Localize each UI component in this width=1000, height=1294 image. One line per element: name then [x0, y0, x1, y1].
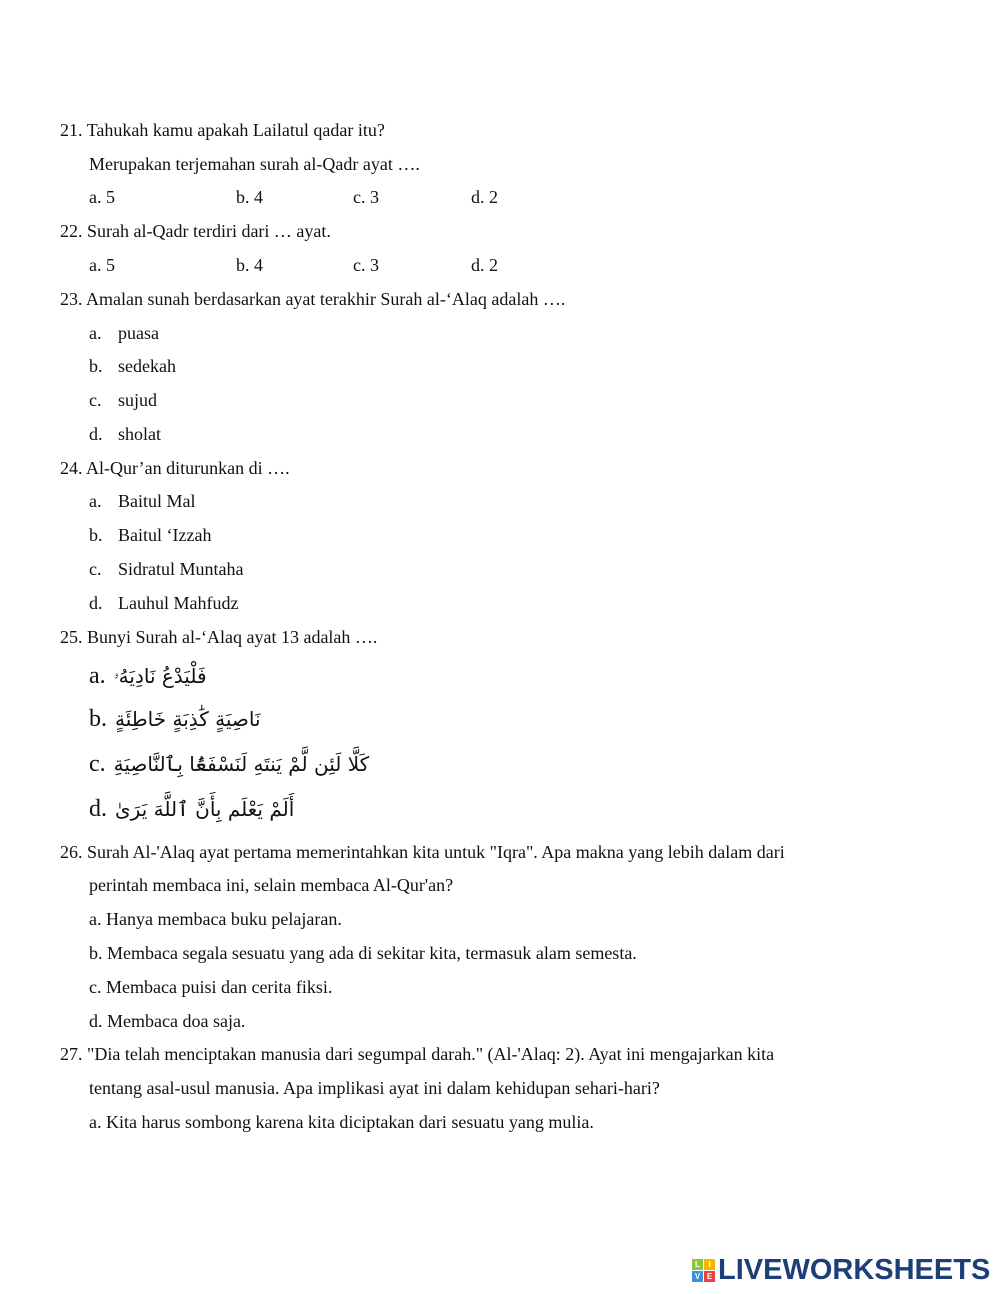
option-d[interactable]	[89, 794, 294, 825]
option-letter: a.	[89, 663, 106, 689]
logo-tile: V	[692, 1271, 703, 1282]
option-letter: c.	[89, 390, 102, 410]
option-c[interactable]: c. 3	[353, 255, 379, 275]
option-b[interactable]	[89, 525, 212, 545]
option-a[interactable]: a. 5	[89, 255, 115, 275]
question-26	[60, 842, 785, 862]
option-a[interactable]: a. Kita harus sombong karena kita diciptakan dari sesuatu yang mulia.	[89, 1112, 594, 1132]
arabic-option-text: أَلَمْ يَعْلَم بِأَنَّ ٱللَّهَ يَرَىٰ	[115, 797, 295, 821]
question-text: Amalan sunah berdasarkan ayat terakhir Surah al-‘Alaq adalah ….	[86, 289, 566, 309]
option-b[interactable]: b. 4	[236, 255, 263, 275]
option-text: Baitul ‘Izzah	[118, 525, 212, 545]
option-a[interactable]: a. Hanya membaca buku pelajaran.	[89, 909, 342, 929]
question-number: 23.	[60, 289, 83, 309]
logo-tile: L	[692, 1259, 703, 1270]
question-text: Al-Qur’an diturunkan di ….	[86, 458, 290, 478]
arabic-option-text: كَلَّا لَئِن لَّمْ يَنتَهِ لَنَسْفَعًۢا بِٱلنَّاصِيَةِ	[113, 752, 370, 776]
logo-tile: I	[704, 1259, 715, 1270]
option-a[interactable]: a. 5	[89, 187, 115, 207]
option-text: puasa	[118, 323, 159, 343]
option-letter: a.	[89, 323, 102, 343]
option-a[interactable]	[89, 323, 159, 343]
option-a[interactable]	[89, 661, 207, 692]
option-c[interactable]: c. Membaca puisi dan cerita fiksi.	[89, 977, 333, 997]
question-text-continued: Merupakan terjemahan surah al-Qadr ayat ….	[89, 154, 420, 174]
option-c[interactable]: c. 3	[353, 187, 379, 207]
question-number: 27.	[60, 1044, 83, 1064]
logo-tiles-icon	[692, 1259, 715, 1282]
option-b[interactable]: b. Membaca segala sesuatu yang ada di sekitar kita, termasuk alam semesta.	[89, 943, 637, 963]
option-letter: b.	[89, 356, 103, 376]
option-text: Baitul Mal	[118, 491, 196, 511]
option-b[interactable]: b. 4	[236, 187, 263, 207]
option-letter: b.	[89, 525, 103, 545]
question-27	[60, 1044, 774, 1064]
question-25	[60, 627, 377, 647]
option-text: Sidratul Muntaha	[118, 559, 244, 579]
question-23	[60, 289, 565, 309]
question-text: Tahukah kamu apakah Lailatul qadar itu?	[86, 120, 385, 140]
option-b[interactable]	[89, 704, 261, 735]
logo-tile: E	[704, 1271, 715, 1282]
question-22	[60, 221, 331, 241]
option-text: sujud	[118, 390, 158, 410]
option-letter: d.	[89, 593, 103, 613]
option-c[interactable]	[89, 559, 244, 579]
option-letter: c.	[89, 751, 106, 777]
option-text: sholat	[118, 424, 161, 444]
question-number: 26.	[60, 842, 83, 862]
option-d[interactable]: d. 2	[471, 255, 498, 275]
liveworksheets-logo	[692, 1254, 990, 1287]
arabic-option-text: فَلْيَدْعُ نَادِيَهُۥ	[113, 664, 207, 688]
option-text: Lauhul Mahfudz	[118, 593, 239, 613]
option-a[interactable]	[89, 491, 196, 511]
question-number: 22.	[60, 221, 83, 241]
option-letter: a.	[89, 491, 102, 511]
question-number: 21.	[60, 120, 83, 140]
option-c[interactable]	[89, 749, 369, 780]
question-text: Surah al-Qadr terdiri dari … ayat.	[87, 221, 331, 241]
question-number: 25.	[60, 627, 83, 647]
question-24	[60, 458, 290, 478]
option-letter: b.	[89, 706, 107, 732]
question-text-continued: tentang asal-usul manusia. Apa implikasi ayat ini dalam kehidupan sehari-hari?	[89, 1078, 660, 1098]
option-c[interactable]	[89, 390, 158, 410]
option-d[interactable]	[89, 424, 161, 444]
option-text: sedekah	[118, 356, 176, 376]
option-d[interactable]: d. Membaca doa saja.	[89, 1011, 246, 1031]
arabic-option-text: نَاصِيَةٍ كَٰذِبَةٍ خَاطِئَةٍ	[115, 707, 261, 731]
question-21	[60, 120, 385, 140]
option-d[interactable]	[89, 593, 239, 613]
question-text: Bunyi Surah al-‘Alaq ayat 13 adalah ….	[87, 627, 378, 647]
question-number: 24.	[60, 458, 83, 478]
question-text: Surah Al-'Alaq ayat pertama memerintahkan kita untuk "Iqra". Apa makna yang lebih dalam dari	[87, 842, 785, 862]
option-d[interactable]: d. 2	[471, 187, 498, 207]
logo-text: LIVEWORKSHEETS	[718, 1254, 991, 1286]
option-letter: d.	[89, 796, 107, 822]
option-letter: d.	[89, 424, 103, 444]
option-letter: c.	[89, 559, 102, 579]
option-b[interactable]	[89, 356, 176, 376]
question-text: "Dia telah menciptakan manusia dari segumpal darah." (Al-'Alaq: 2). Ayat ini mengajarkan kita	[87, 1044, 775, 1064]
question-text-continued: perintah membaca ini, selain membaca Al-Qur'an?	[89, 875, 454, 895]
